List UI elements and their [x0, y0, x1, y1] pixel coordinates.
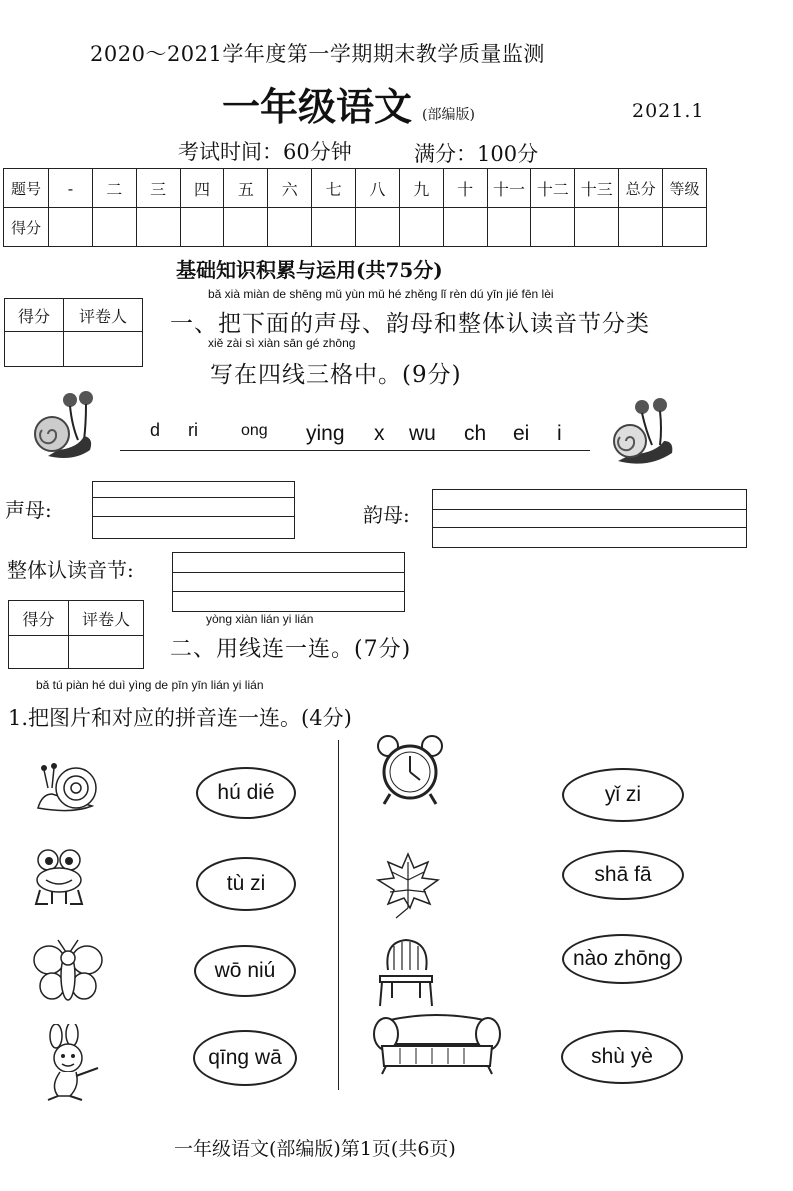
exam-time: 考试时间：60分钟: [178, 140, 352, 164]
col-2: 二: [92, 169, 136, 208]
section-heading: 基础知识积累与运用(共75分): [176, 258, 443, 282]
q2-pinyin: yòng xiàn lián yi lián: [206, 612, 314, 626]
exam-date: 2021.1: [632, 100, 705, 122]
col-6: 六: [268, 169, 312, 208]
score-table-header-row: [4, 169, 707, 208]
option-nao-zhong[interactable]: nào zhōng: [562, 934, 682, 984]
subject-title: 一年级语文: [222, 85, 413, 129]
score-cell[interactable]: [136, 208, 180, 247]
score-cell[interactable]: [180, 208, 224, 247]
column-divider: [338, 740, 339, 1090]
zhengti-label: 整体认读音节:: [7, 558, 134, 582]
grader-box-q1: [4, 298, 143, 367]
zhengti-writing-box[interactable]: [172, 552, 405, 612]
syllable-ying: ying: [306, 422, 345, 445]
col-8: 八: [356, 169, 400, 208]
col-9: 九: [399, 169, 443, 208]
syllable-ri: ri: [188, 420, 198, 440]
syllable-ch: ch: [464, 422, 487, 445]
syllable-ei: ei: [513, 422, 530, 445]
col-total: 总分: [619, 169, 663, 208]
score-cell[interactable]: [487, 208, 531, 247]
col-4: 四: [180, 169, 224, 208]
option-tu-zi[interactable]: tù zi: [196, 857, 296, 911]
q1-pinyin-line2: xiě zài sì xiàn sān gé zhōng: [208, 336, 356, 350]
q1-title-line2: 写在四线三格中。(9分): [210, 362, 462, 388]
score-cell[interactable]: [92, 208, 136, 247]
snail-picture[interactable]: [32, 758, 102, 818]
shengmu-label: 声母:: [5, 498, 52, 522]
grader-score-cell[interactable]: [9, 636, 69, 669]
sofa-picture[interactable]: [372, 1010, 502, 1076]
grader-name-cell[interactable]: [69, 636, 144, 669]
snail-icon: [608, 395, 678, 471]
score-table-score-row: [4, 208, 707, 247]
col-12: 十二: [531, 169, 575, 208]
col-3: 三: [136, 169, 180, 208]
col-13: 十三: [575, 169, 619, 208]
option-hu-die[interactable]: hú dié: [196, 767, 296, 819]
score-cell[interactable]: [443, 208, 487, 247]
grader-score-label: 得分: [5, 299, 64, 332]
option-shu-ye[interactable]: shù yè: [561, 1030, 683, 1084]
score-cell[interactable]: [268, 208, 312, 247]
snail-icon: [28, 388, 98, 464]
yunmu-label: 韵母:: [363, 503, 410, 527]
q2-sub-pinyin: bǎ tú piàn hé duì yìng de pīn yīn lián yi lián: [36, 678, 264, 692]
syllable-baseline: [120, 450, 590, 451]
row-label-score: 得分: [4, 208, 49, 247]
score-cell[interactable]: [531, 208, 575, 247]
score-cell[interactable]: [312, 208, 356, 247]
score-cell[interactable]: [224, 208, 268, 247]
option-yi-zi[interactable]: yǐ zi: [562, 768, 684, 822]
grader-box-q2: [8, 600, 144, 669]
grader-score-label: 得分: [9, 601, 69, 636]
score-cell[interactable]: [663, 208, 707, 247]
option-wo-niu[interactable]: wō niú: [194, 945, 296, 997]
syllable-x: x: [374, 422, 385, 445]
grader-score-cell[interactable]: [5, 332, 64, 367]
row-label-question-number: 题号: [4, 169, 49, 208]
q1-title-line1: 一、把下面的声母、韵母和整体认读音节分类: [170, 311, 650, 337]
yunmu-writing-box[interactable]: [432, 489, 747, 548]
alarm-clock-picture[interactable]: [374, 734, 448, 806]
score-cell[interactable]: [575, 208, 619, 247]
edition-label: (部编版): [422, 107, 475, 123]
col-10: 十: [443, 169, 487, 208]
q2-title: 二、用线连一连。(7分): [170, 637, 412, 662]
syllable-ong: ong: [241, 422, 268, 439]
rabbit-picture[interactable]: [40, 1024, 106, 1102]
col-5: 五: [224, 169, 268, 208]
frog-picture[interactable]: [32, 848, 88, 910]
col-7: 七: [312, 169, 356, 208]
page-footer: 一年级语文(部编版)第1页(共6页): [174, 1138, 456, 1160]
grader-name-label: 评卷人: [69, 601, 144, 636]
leaf-picture[interactable]: [374, 850, 442, 920]
syllable-wu: wu: [409, 422, 436, 445]
col-1: -: [49, 169, 93, 208]
option-qing-wa[interactable]: qīng wā: [193, 1030, 297, 1086]
col-11: 十一: [487, 169, 531, 208]
full-score: 满分：100分: [414, 142, 539, 166]
syllable-i: i: [557, 422, 562, 445]
shengmu-writing-box[interactable]: [92, 481, 295, 539]
butterfly-picture[interactable]: [32, 938, 104, 1004]
exam-title: 2020～2021学年度第一学期期末教学质量监测: [90, 42, 545, 66]
option-sha-fa[interactable]: shā fā: [562, 850, 684, 900]
score-table: [3, 168, 707, 247]
q1-pinyin-line1: bǎ xià miàn de shēng mǔ yùn mǔ hé zhěng lǐ rèn dú yīn jié fēn lèi: [208, 287, 554, 301]
chair-picture[interactable]: [376, 936, 438, 1008]
score-cell[interactable]: [619, 208, 663, 247]
score-cell[interactable]: [49, 208, 93, 247]
grader-name-label: 评卷人: [64, 299, 143, 332]
score-cell[interactable]: [399, 208, 443, 247]
grader-name-cell[interactable]: [64, 332, 143, 367]
score-cell[interactable]: [356, 208, 400, 247]
syllable-d: d: [150, 420, 161, 440]
q2-sub-title: 1.把图片和对应的拼音连一连。(4分): [8, 706, 352, 730]
col-grade: 等级: [663, 169, 707, 208]
